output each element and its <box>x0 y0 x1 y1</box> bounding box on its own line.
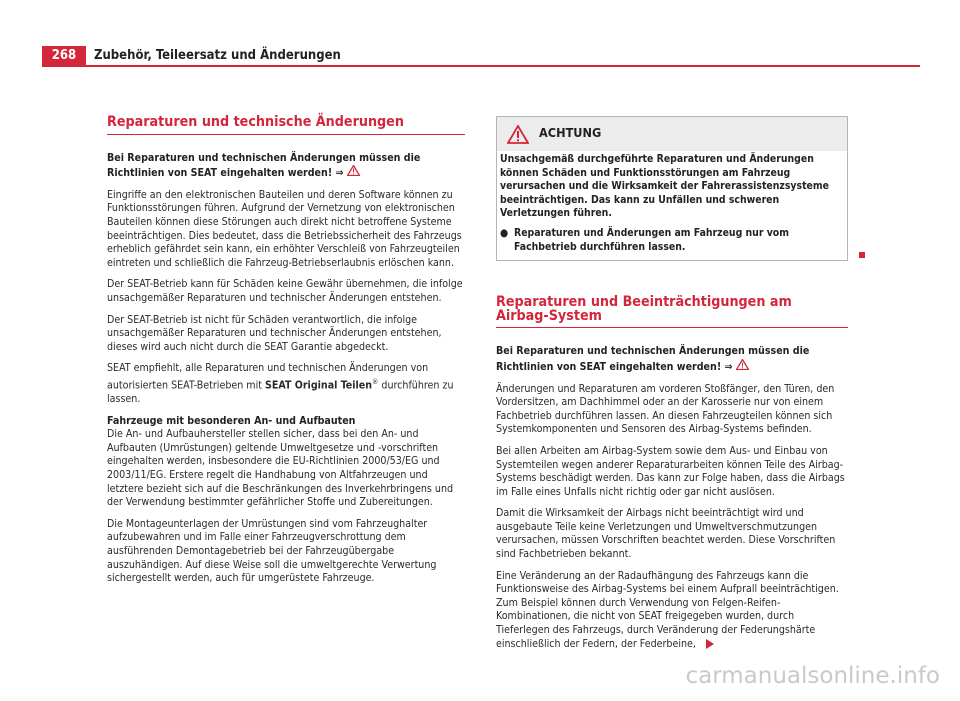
section-heading-airbag: Reparaturen und Beeinträchtigungen am Airbag-System <box>496 296 848 328</box>
subheading: Fahrzeuge mit besonderen An- und Aufbauten <box>107 414 356 427</box>
warning-header <box>497 117 847 151</box>
paragraph: Die An- und Aufbauhersteller stellen sicher, dass bei den An- und Aufbauten (Umrüstungen) geltende Umweltgesetze und -vorschriften eingehalten werden, insbesondere die EU-Richtlinien 2000/53/EG und 2003/11/EG. Erstere regelt die Handhabung von Altfahrzeugen und letztere bezieht sich auf die Beschränkungen des Inverkehrbringens und der Verwendung bestimmter gefährlicher Stoffe und Zubereitungen. <box>107 428 454 509</box>
warning-text: Unsachgemäß durchgeführte Reparaturen und Änderungen können Schäden und Funktionsstörungen am Fahrzeug verursachen und die Wirksamkeit der Fahrerassistenzsysteme beeinträchtigen. Das kann zu Unfällen und schweren Verletzungen führen. <box>500 153 829 220</box>
section-heading-repairs: Reparaturen und technische Änderungen <box>107 116 465 135</box>
brand-term: SEAT Original Teilen <box>265 379 373 392</box>
page-number: 268 <box>42 46 86 66</box>
warning-triangle-icon <box>507 125 529 149</box>
warning-box <box>496 116 848 261</box>
bullet-dot-icon: ● <box>500 226 509 239</box>
warning-triangle-icon[interactable] <box>736 359 749 374</box>
right-column <box>496 116 848 659</box>
header-rule <box>42 65 920 67</box>
paragraph: Damit die Wirksamkeit der Airbags nicht beeinträchtigt wird und ausgebaute Teile keine Verletzungen und Umweltverschmutzungen verursachen, müssen Vorschriften beachtet werden. Diese Vorschriften sind Fachbetrieben bekannt. <box>496 507 836 561</box>
paragraph: Der SEAT-Betrieb kann für Schäden keine Gewähr übernehmen, die infolge unsachgemäßer Reparaturen und technischer Änderungen entstehen. <box>107 278 463 304</box>
paragraph: Eingriffe an den elektronischen Bauteilen und deren Software können zu Funktionsstörungen führen. Aufgrund der Vernetzung von elektronischen Bauteilen können diese Störungen auch direkt nicht betroffene Systeme beeinträchtigen. Dies bedeutet, dass die Betriebssicherheit des Fahrzeugs erheblich gefährdet sein kann, ein erhöhter Verschleiß von Fahrzeugteilen eintreten und schließlich die Fahrzeug-Betriebserlaubnis erlöschen kann. <box>107 188 462 269</box>
paragraph: SEAT empfiehlt, alle Reparaturen und technischen Änderungen von autorisierten SEAT-Betrieben mit SEAT Original Teilen® durchführen zu lassen. <box>107 362 454 406</box>
paragraph: Die Montageunterlagen der Umrüstungen sind vom Fahrzeughalter aufzubewahren und im Falle einer Fahrzeugverschrottung dem ausführenden Demontagebetrieb bei der Fahrzeugübergabe auszuhändigen. Auf diese Weise soll die umweltgerechte Verwertung sichergestellt werden, auch für umgerüstete Fahrzeuge. <box>107 517 437 585</box>
paragraph: Bei allen Arbeiten am Airbag-System sowie dem Aus- und Einbau von Systemteilen wegen anderer Reparaturarbeiten können Teile des Airbag-Systems beschädigt werden. Das kann zur Folge haben, dass die Airbags im Falle eines Unfalls nicht richtig oder gar nicht auslösen. <box>496 444 845 498</box>
left-column <box>107 116 465 594</box>
paragraph: Änderungen und Reparaturen am vorderen Stoßfänger, den Türen, den Vordersitzen, am Dachhimmel oder an der Karosserie nur von einem Fachbetrieb durchführen lassen. An diesen Fahrzeugteilen können sich Systemkomponenten und Sensoren des Airbag-Systems befinden. <box>496 382 835 436</box>
lead-paragraph: Bei Reparaturen und technischen Änderungen müssen die Richtlinien von SEAT eingehalten werden! ⇒ <box>107 151 421 180</box>
warning-triangle-icon[interactable] <box>347 165 360 180</box>
paragraph: Der SEAT-Betrieb ist nicht für Schäden verantwortlich, die infolge unsachgemäßer Reparaturen und technischer Änderungen entstehen, dieses wird auch nicht durch die SEAT Garantie abgedeckt. <box>107 313 442 353</box>
warning-body <box>497 151 847 260</box>
paragraph: Eine Veränderung an der Radaufhängung des Fahrzeugs kann die Funktionsweise des Airbag-Systems bei einem Aufprall beeinträchtigen. Zum Beispiel können durch Verwendung von Felgen-Reifen-Kombinationen, die nicht von SEAT freigegeben wurden, durch Tieferlegen des Fahrzeugs, durch Veränderung der Federungshärte einschließlich der Federn, der Federbeine, <box>496 569 839 650</box>
warning-bullet: ● Reparaturen und Änderungen am Fahrzeug nur vom Fachbetrieb durchführen lassen. <box>500 226 789 253</box>
watermark: carmanualsonline.info <box>685 663 940 689</box>
chapter-title: Zubehör, Teileersatz und Änderungen <box>94 48 341 63</box>
end-marker-icon <box>859 252 865 258</box>
lead-paragraph: Bei Reparaturen und technischen Änderungen müssen die Richtlinien von SEAT eingehalten werden! ⇒ <box>496 345 810 373</box>
continue-arrow-icon <box>706 639 714 649</box>
warning-title: ACHTUNG <box>539 125 602 140</box>
